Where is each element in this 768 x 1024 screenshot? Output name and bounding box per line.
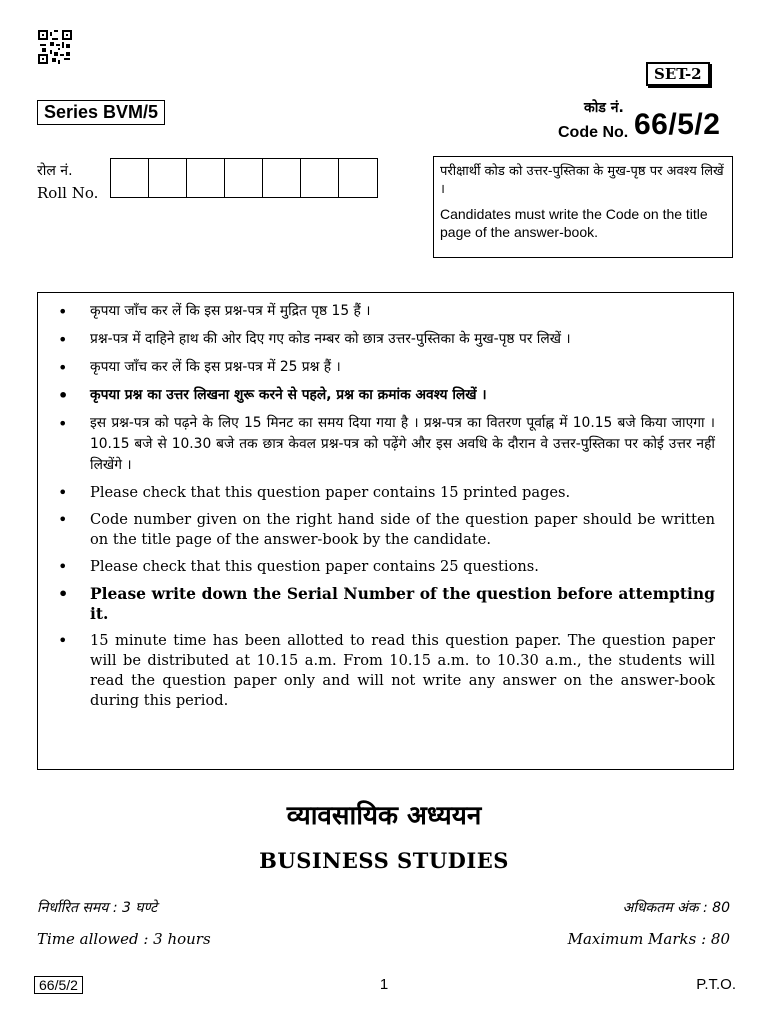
instruction-item: • इस प्रश्न-पत्र को पढ़ने के लिए 15 मिनट का समय दिया गया है । प्रश्न-पत्र का वितरण पूर्वाह्न में 10.15 बजे किया जाएगा । 10.15 बजे से 10.30 बजे तक छात्र केवल प्रश्न-पत्र को पढ़ेंगे और इस अवधि के दौरान वे उत्तर-पुस्तिका पर कोई उत्तर नहीं लिखेंगे ।	[52, 413, 715, 476]
roll-cell[interactable]	[301, 159, 339, 197]
subject-title-english: BUSINESS STUDIES	[259, 848, 509, 873]
page-number: 1	[379, 976, 389, 993]
roll-label-hindi: रोल नं.	[37, 163, 73, 179]
qr-code-icon	[38, 30, 72, 64]
note-hindi: परीक्षार्थी कोड को उत्तर-पुस्तिका के मुख-पृष्ठ पर अवश्य लिखें ।	[440, 164, 724, 197]
time-allowed-hindi: निर्धारित समय : 3 घण्टे	[37, 900, 158, 916]
roll-cell[interactable]	[149, 159, 187, 197]
maximum-marks-english: Maximum Marks : 80	[567, 930, 730, 948]
footer-code: 66/5/2	[34, 976, 83, 994]
roll-number-grid[interactable]	[110, 158, 378, 198]
instruction-item: • Please check that this question paper contains 25 questions.	[52, 557, 715, 577]
instructions-list	[52, 301, 715, 711]
roll-cell[interactable]	[225, 159, 263, 197]
instruction-item: • प्रश्न-पत्र में दाहिने हाथ की ओर दिए गए कोड नम्बर को छात्र उत्तर-पुस्तिका के मुख-पृष्ठ पर लिखें ।	[52, 329, 715, 350]
roll-cell[interactable]	[187, 159, 225, 197]
roll-cell[interactable]	[111, 159, 149, 197]
code-label-hindi: कोड नं.	[584, 100, 624, 116]
instruction-item: • कृपया जाँच कर लें कि इस प्रश्न-पत्र में मुद्रित पृष्ठ 15 हैं ।	[52, 301, 715, 322]
candidate-note-box	[433, 156, 733, 258]
instruction-item: • Please write down the Serial Number of the question before attempting it.	[52, 584, 715, 624]
instruction-item: • 15 minute time has been allotted to read this question paper. The question paper will be distributed at 10.15 a.m. From 10.15 a.m. to 10.30 a.m., the students will read the question paper only and will not write any answer on the answer-book during this period.	[52, 631, 715, 711]
instruction-item: • Code number given on the right hand side of the question paper should be written on the title page of the answer-book by the candidate.	[52, 510, 715, 550]
instruction-item: • कृपया जाँच कर लें कि इस प्रश्न-पत्र में 25 प्रश्न हैं ।	[52, 357, 715, 378]
series-label: Series BVM/5	[37, 100, 165, 125]
note-english: Candidates must write the Code on the title page of the answer-book.	[440, 206, 708, 240]
instructions-box	[37, 292, 734, 770]
roll-cell[interactable]	[339, 159, 377, 197]
instruction-item: • कृपया प्रश्न का उत्तर लिखना शुरू करने से पहले, प्रश्न का क्रमांक अवश्य लिखें ।	[52, 385, 715, 406]
code-label-english: Code No.	[558, 124, 629, 141]
pto-label: P.T.O.	[696, 976, 736, 993]
roll-cell[interactable]	[263, 159, 301, 197]
instruction-item: • Please check that this question paper contains 15 printed pages.	[52, 483, 715, 503]
set-label: SET-2	[646, 62, 710, 86]
roll-number-label	[37, 160, 98, 204]
maximum-marks-hindi: अधिकतम अंक : 80	[622, 900, 730, 916]
subject-title-hindi: व्यावसायिक अध्ययन	[286, 801, 482, 831]
time-allowed-english: Time allowed : 3 hours	[37, 930, 211, 948]
roll-label-english: Roll No.	[37, 184, 99, 202]
code-number: 66/5/2	[634, 108, 721, 141]
